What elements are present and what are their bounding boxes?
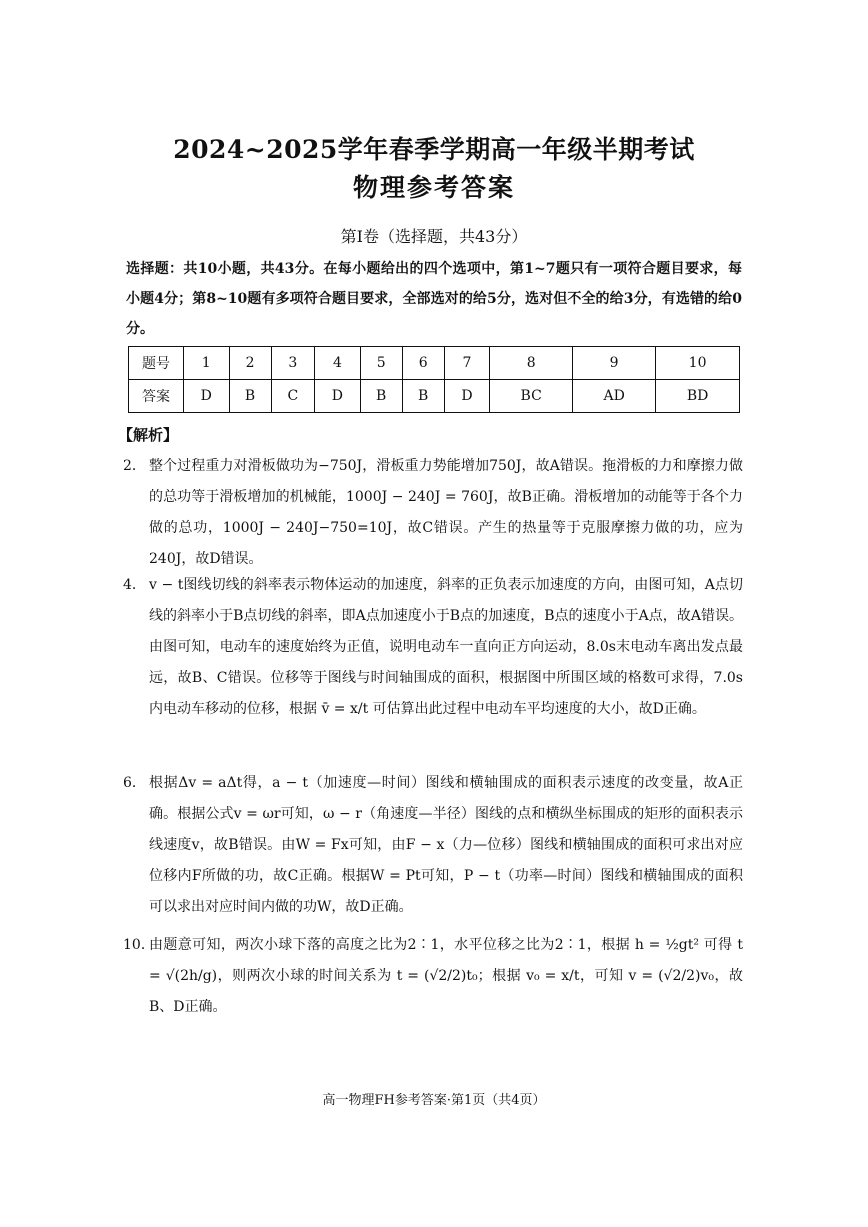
question-number: 4 — [315, 347, 361, 380]
question-number: 6 — [402, 347, 444, 380]
table-row-numbers — [129, 347, 740, 380]
item-number: 6． — [123, 775, 146, 791]
item-number: 10． — [123, 937, 155, 953]
answer-cell: AD — [573, 380, 656, 413]
analysis-heading: 【解析】 — [118, 426, 179, 444]
question-number: 5 — [360, 347, 402, 380]
exam-title: 2024~2025学年春季学期高一年级半期考试 — [173, 135, 695, 164]
instructions: 选择题：共10小题，共43分。在每小题给出的四个选项中，第1~7题只有一项符合题目要求，每小题4分；第8~10题有多项符合题目要求，全部选对的给5分，选对但不全的给3分，有选错的给0分。 — [126, 261, 742, 337]
question-number: 9 — [573, 347, 656, 380]
explanation-item — [123, 451, 743, 575]
item-number: 4． — [123, 577, 146, 593]
page-footer: 高一物理FH参考答案·第1页（共4页） — [322, 1093, 546, 1108]
page-title: 物理参考答案 — [352, 173, 515, 202]
item-text: 根据Δv = aΔt得，a − t（加速度—时间）图线和横轴围成的面积表示速度的改变量，故A正确。根据公式v = ωr可知，ω − r（角速度—半径）图线的点和横纵坐标围成的矩形的面积表示线速度v，故B错误。由W = Fx可知，由F − x（力—位移）图线和横轴围成的面积可求出对应位移内F所做的功，故C正确。根据W = Pt可知，P − t（功率—时间）图线和横轴围成的面积可以求出对应时间内做的功W，故D正确。 — [149, 775, 743, 915]
item-number: 2． — [123, 458, 146, 474]
item-text: 由题意可知，两次小球下落的高度之比为2∶1，水平位移之比为2∶1，根据 h = ½gt² 可得 t = √(2h/g)，则两次小球的时间关系为 t = (√2/2)t₀；根据 v₀ = x/t，可知 v = (√2/2)v₀，故B、D正确。 — [149, 937, 743, 1015]
answer-cell: BC — [490, 380, 573, 413]
section-heading: 第Ⅰ卷（选择题，共43分） — [340, 227, 528, 246]
explanation-item — [123, 768, 743, 923]
answer-cell: D — [315, 380, 361, 413]
question-number: 2 — [229, 347, 271, 380]
answer-cell: B — [360, 380, 402, 413]
answer-table — [128, 346, 740, 413]
answer-cell: D — [184, 380, 230, 413]
question-number: 8 — [490, 347, 573, 380]
explanation-item — [123, 570, 743, 725]
answer-cell: B — [402, 380, 444, 413]
question-number: 10 — [656, 347, 740, 380]
row-label: 答案 — [129, 380, 184, 413]
question-number: 7 — [444, 347, 490, 380]
row-label: 题号 — [129, 347, 184, 380]
table-row-answers — [129, 380, 740, 413]
question-number: 3 — [271, 347, 315, 380]
answer-cell: B — [229, 380, 271, 413]
answer-cell: D — [444, 380, 490, 413]
item-text: v − t图线切线的斜率表示物体运动的加速度，斜率的正负表示加速度的方向，由图可知，A点切线的斜率小于B点切线的斜率，即A点加速度小于B点的加速度，B点的速度小于A点，故A错误。由图可知，电动车的速度始终为正值，说明电动车一直向正方向运动，8.0s末电动车离出发点最远，故B、C错误。位移等于图线与时间轴围成的面积，根据图中所围区域的格数可求得，7.0s内电动车移动的位移，根据 v̄ = x/t 可估算出此过程中电动车平均速度的大小，故D正确。 — [149, 577, 743, 717]
item-text: 整个过程重力对滑板做功为−750J，滑板重力势能增加750J，故A错误。拖滑板的力和摩擦力做的总功等于滑板增加的机械能，1000J − 240J = 760J，故B正确。滑板增加的动能等于各个力做的总功，1000J − 240J−750=10J，故C错误。产生的热量等于克服摩擦力做的功，应为240J，故D错误。 — [149, 458, 743, 567]
question-number: 1 — [184, 347, 230, 380]
answer-cell: BD — [656, 380, 740, 413]
explanation-item — [123, 930, 743, 1023]
answer-cell: C — [271, 380, 315, 413]
